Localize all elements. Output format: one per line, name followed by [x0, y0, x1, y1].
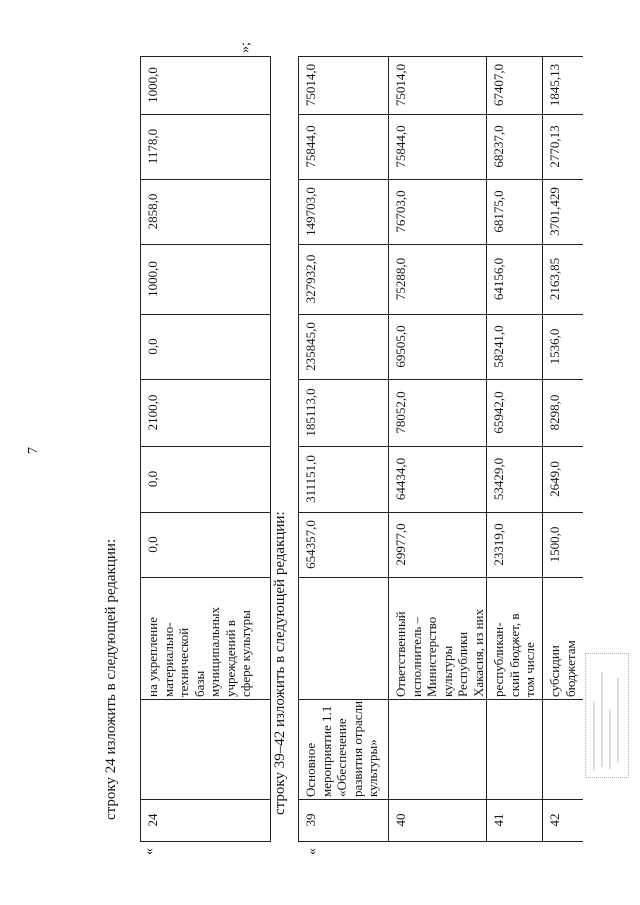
name-cell: [141, 700, 271, 800]
table-row: [543, 57, 583, 842]
value-cell: 75288,0: [389, 245, 487, 315]
value-cell: 3701,429: [543, 180, 583, 245]
value-cell: 68175,0: [487, 180, 543, 245]
value-cell: 311151,0: [299, 447, 389, 513]
value-cell: 75844,0: [299, 115, 389, 180]
value-cell: 2163,85: [543, 245, 583, 315]
open-quote: «: [305, 848, 320, 855]
name-cell: [487, 700, 543, 800]
value-cell: 67407,0: [487, 57, 543, 115]
value-cell: 29977,0: [389, 513, 487, 578]
item-cell: на укрепление материально- технической базы муниципальных учреждений в сфере культуры: [141, 578, 271, 700]
value-cell: 0,0: [141, 447, 271, 513]
value-cell: 2770,13: [543, 115, 583, 180]
value-cell: 654357,0: [299, 513, 389, 578]
value-cell: 68237,0: [487, 115, 543, 180]
row-number: 41: [487, 800, 543, 842]
value-cell: 75014,0: [389, 57, 487, 115]
value-cell: 235845,0: [299, 315, 389, 380]
amendment-instruction-39-42: строку 39–42 изложить в следующей редакции:: [272, 511, 288, 815]
value-cell: 65942,0: [487, 380, 543, 447]
value-cell: 1500,0: [543, 513, 583, 578]
value-cell: 185113,0: [299, 380, 389, 447]
table-row: [141, 57, 271, 842]
name-cell: [389, 700, 487, 800]
value-cell: 1536,0: [543, 315, 583, 380]
value-cell: 1178,0: [141, 115, 271, 180]
value-cell: 1845,13: [543, 57, 583, 115]
close-quote: »;: [238, 42, 253, 53]
name-cell: Основное мероприятие 1.1 «Обеспечение развития отрасли культуры»: [299, 700, 389, 800]
value-cell: 2649,0: [543, 447, 583, 513]
value-cell: 0,0: [141, 513, 271, 578]
rows-39-42-table: [298, 56, 583, 842]
item-cell: субсидии бюджетам: [543, 578, 583, 700]
value-cell: 64434,0: [389, 447, 487, 513]
value-cell: 1000,0: [141, 57, 271, 115]
amendment-instruction-24: строку 24 изложить в следующей редакции:: [103, 538, 119, 820]
table-row: [389, 57, 487, 842]
value-cell: 2100,0: [141, 380, 271, 447]
row-number: 24: [141, 800, 271, 842]
item-cell: республикан- ский бюджет, в том числе: [487, 578, 543, 700]
value-cell: 0,0: [141, 315, 271, 380]
table-row: [299, 57, 389, 842]
item-cell: [299, 578, 389, 700]
open-quote: «: [142, 848, 157, 855]
value-cell: 327932,0: [299, 245, 389, 315]
row-number: 42: [543, 800, 583, 842]
page-number: 7: [26, 447, 41, 454]
value-cell: 23319,0: [487, 513, 543, 578]
value-cell: 58241,0: [487, 315, 543, 380]
item-cell: Ответственный исполнитель – Министерство культуры Республики Хакасия, из них: [389, 578, 487, 700]
value-cell: 149703,0: [299, 180, 389, 245]
row-24-table: [140, 56, 271, 842]
value-cell: 75014,0: [299, 57, 389, 115]
value-cell: 1000,0: [141, 245, 271, 315]
row-number: 40: [389, 800, 487, 842]
value-cell: 75844,0: [389, 115, 487, 180]
value-cell: 53429,0: [487, 447, 543, 513]
value-cell: 8298,0: [543, 380, 583, 447]
name-cell: [543, 700, 583, 800]
table-row: [487, 57, 543, 842]
value-cell: 2858,0: [141, 180, 271, 245]
stamp: [585, 653, 629, 778]
value-cell: 78052,0: [389, 380, 487, 447]
value-cell: 69505,0: [389, 315, 487, 380]
row-number: 39: [299, 800, 389, 842]
value-cell: 76703,0: [389, 180, 487, 245]
value-cell: 64156,0: [487, 245, 543, 315]
